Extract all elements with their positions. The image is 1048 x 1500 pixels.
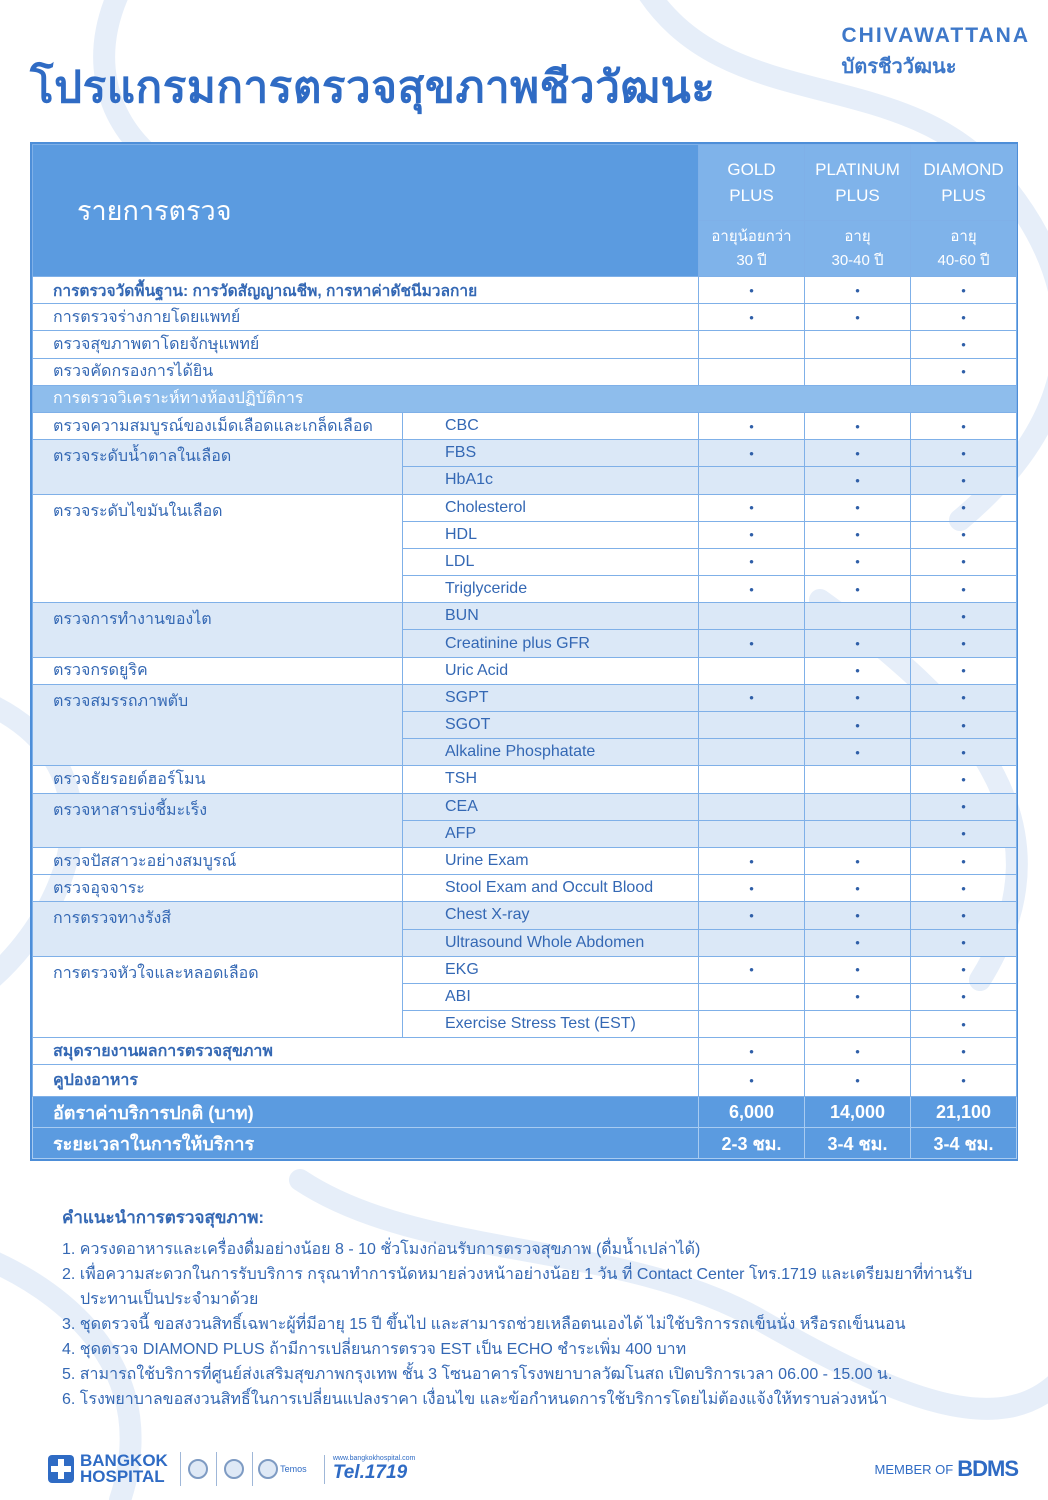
row-test: AFP: [403, 820, 699, 847]
included-dot: •: [805, 467, 911, 494]
included-dot: •: [805, 902, 911, 929]
empty-cell: [805, 820, 911, 847]
row-category: สมุดรายงานผลการตรวจสุขภาพ: [33, 1038, 699, 1065]
contact-block: [324, 1455, 416, 1484]
table-row: [33, 766, 1017, 793]
included-dot: •: [805, 576, 911, 603]
duration-diamond: 3-4 ชม.: [911, 1128, 1017, 1159]
row-category: ตรวจสมรรถภาพตับ: [33, 684, 403, 766]
table-row: [33, 494, 1017, 521]
advice-item: 4. ชุดตรวจ DIAMOND PLUS ถ้ามีการเปลี่ยนการตรวจ EST เป็น ECHO ชำระเพิ่ม 400 บาท: [62, 1341, 687, 1358]
accreditation-seal-icon: [180, 1452, 216, 1486]
price-row: [33, 1097, 1017, 1128]
row-category: ตรวจหาสารบ่งชี้มะเร็ง: [33, 793, 403, 847]
included-dot: •: [805, 412, 911, 439]
row-category: ตรวจระดับน้ำตาลในเลือด: [33, 440, 403, 494]
telephone-number: Tel.1719: [332, 1461, 408, 1483]
row-category: ตรวจระดับไขมันในเลือด: [33, 494, 403, 603]
included-dot: •: [805, 440, 911, 467]
included-dot: •: [699, 576, 805, 603]
included-dot: •: [805, 1065, 911, 1097]
included-dot: •: [911, 358, 1017, 385]
included-dot: •: [699, 304, 805, 331]
table-row: [33, 603, 1017, 630]
row-category: ตรวจการทำงานของไต: [33, 603, 403, 657]
empty-cell: [699, 603, 805, 630]
included-dot: •: [911, 739, 1017, 766]
table-row: [33, 412, 1017, 439]
duration-gold: 2-3 ชม.: [699, 1128, 805, 1159]
age-header-gold: อายุน้อยกว่า 30 ปี: [699, 221, 805, 277]
included-dot: •: [911, 657, 1017, 684]
table-row: [33, 875, 1017, 902]
included-dot: •: [699, 494, 805, 521]
included-dot: •: [911, 603, 1017, 630]
included-dot: •: [911, 902, 1017, 929]
row-test: CEA: [403, 793, 699, 820]
row-category: การตรวจหัวใจและหลอดเลือด: [33, 956, 403, 1038]
empty-cell: [805, 603, 911, 630]
included-dot: •: [805, 548, 911, 575]
empty-cell: [699, 712, 805, 739]
table-row: [33, 793, 1017, 820]
table-row: [33, 657, 1017, 684]
row-test: Stool Exam and Occult Blood: [403, 875, 699, 902]
included-dot: •: [911, 630, 1017, 657]
included-dot: •: [911, 467, 1017, 494]
table-row: [33, 847, 1017, 874]
row-test: Chest X-ray: [403, 902, 699, 929]
row-category: ตรวจความสมบูรณ์ของเม็ดเลือดและเกล็ดเลือด: [33, 412, 403, 439]
row-test: CBC: [403, 412, 699, 439]
section-row-lab: [33, 385, 1017, 412]
header-title: รายการตรวจ: [33, 145, 699, 277]
included-dot: •: [699, 956, 805, 983]
included-dot: •: [911, 277, 1017, 304]
included-dot: •: [911, 929, 1017, 956]
included-dot: •: [699, 902, 805, 929]
empty-cell: [805, 331, 911, 358]
row-test: Uric Acid: [403, 657, 699, 684]
included-dot: •: [805, 277, 911, 304]
row-test: Creatinine plus GFR: [403, 630, 699, 657]
empty-cell: [805, 793, 911, 820]
row-category: การตรวจทางรังสี: [33, 902, 403, 956]
advice-list: [62, 1237, 1002, 1412]
included-dot: •: [911, 793, 1017, 820]
included-dot: •: [911, 521, 1017, 548]
empty-cell: [699, 1011, 805, 1038]
included-dot: •: [805, 875, 911, 902]
row-category: คูปองอาหาร: [33, 1065, 699, 1097]
empty-cell: [805, 358, 911, 385]
package-header-gold: GOLD PLUS: [699, 145, 805, 221]
advice-item: 2. เพื่อความสะดวกในการรับบริการ กรุณาทำการนัดหมายล่วงหน้าอย่างน้อย 1 วัน ที่ Contact Center โทร.1719 และเตรียมยาที่ท่านรับประทานเป็นประจำมาด้วย: [62, 1266, 973, 1308]
row-test: Triglyceride: [403, 576, 699, 603]
table-row: [33, 1065, 1017, 1097]
included-dot: •: [699, 684, 805, 711]
checkup-program-table: [30, 142, 1018, 1161]
section-label: การตรวจวิเคราะห์ทางห้องปฏิบัติการ: [33, 385, 1017, 412]
medical-cross-icon: [48, 1455, 74, 1483]
member-of-bdms: [874, 1456, 1018, 1482]
included-dot: •: [911, 1065, 1017, 1097]
duration-platinum: 3-4 ชม.: [805, 1128, 911, 1159]
row-category: การตรวจร่างกายโดยแพทย์: [33, 304, 699, 331]
row-test: SGOT: [403, 712, 699, 739]
brand-logo: [842, 24, 1030, 82]
included-dot: •: [699, 1038, 805, 1065]
price-platinum: 14,000: [805, 1097, 911, 1128]
included-dot: •: [911, 304, 1017, 331]
row-test: LDL: [403, 548, 699, 575]
row-category: ตรวจสุขภาพตาโดยจักษุแพทย์: [33, 331, 699, 358]
included-dot: •: [805, 847, 911, 874]
row-test: HbA1c: [403, 467, 699, 494]
included-dot: •: [911, 956, 1017, 983]
row-category: ตรวจธัยรอยด์ฮอร์โมน: [33, 766, 403, 793]
empty-cell: [699, 793, 805, 820]
row-test: Cholesterol: [403, 494, 699, 521]
included-dot: •: [911, 548, 1017, 575]
member-label: MEMBER OF: [874, 1461, 954, 1477]
included-dot: •: [805, 712, 911, 739]
advice-item: 6. โรงพยาบาลขอสงวนสิทธิ์ในการเปลี่ยนแปลงราคา เงื่อนไข และข้อกำหนดการใช้บริการโดยไม่ต้องแจ้งให้ทราบล่วงหน้า: [62, 1391, 888, 1408]
table-row: [33, 684, 1017, 711]
included-dot: •: [805, 739, 911, 766]
package-header-diamond: DIAMOND PLUS: [911, 145, 1017, 221]
included-dot: •: [699, 875, 805, 902]
advice-title: คำแนะนำการตรวจสุขภาพ:: [62, 1208, 265, 1227]
price-gold: 6,000: [699, 1097, 805, 1128]
empty-cell: [699, 467, 805, 494]
accreditation-seal-icon: [216, 1452, 252, 1486]
table-row: [33, 304, 1017, 331]
package-header-platinum: PLATINUM PLUS: [805, 145, 911, 221]
table-row: [33, 277, 1017, 304]
row-test: FBS: [403, 440, 699, 467]
row-category: ตรวจอุจจาระ: [33, 875, 403, 902]
duration-label: ระยะเวลาในการให้บริการ: [33, 1128, 699, 1159]
included-dot: •: [699, 412, 805, 439]
row-test: Urine Exam: [403, 847, 699, 874]
included-dot: •: [699, 630, 805, 657]
age-header-platinum: อายุ 30-40 ปี: [805, 221, 911, 277]
row-test: HDL: [403, 521, 699, 548]
brand-name-th: บัตรชีววัฒนะ: [841, 56, 957, 78]
included-dot: •: [805, 657, 911, 684]
empty-cell: [699, 766, 805, 793]
table-row: [33, 1038, 1017, 1065]
hospital-name: BANGKOK HOSPITAL: [80, 1451, 168, 1486]
table-row: [33, 956, 1017, 983]
bdms-logo: BDMS: [957, 1456, 1018, 1481]
included-dot: •: [911, 684, 1017, 711]
table-row: [33, 902, 1017, 929]
empty-cell: [805, 1011, 911, 1038]
price-label: อัตราค่าบริการปกติ (บาท): [33, 1097, 699, 1128]
included-dot: •: [911, 875, 1017, 902]
included-dot: •: [699, 277, 805, 304]
advice-item: 1. ควรงดอาหารและเครื่องดื่มอย่างน้อย 8 - 10 ชั่วโมงก่อนรับการตรวจสุขภาพ (ดื่มน้ำเปล่าได้): [62, 1241, 701, 1258]
temos-seal-icon: Temos: [252, 1452, 312, 1486]
empty-cell: [699, 739, 805, 766]
included-dot: •: [911, 766, 1017, 793]
included-dot: •: [805, 494, 911, 521]
included-dot: •: [805, 956, 911, 983]
included-dot: •: [699, 1065, 805, 1097]
empty-cell: [699, 983, 805, 1010]
included-dot: •: [805, 983, 911, 1010]
included-dot: •: [911, 1011, 1017, 1038]
row-test: Ultrasound Whole Abdomen: [403, 929, 699, 956]
included-dot: •: [805, 304, 911, 331]
row-test: SGPT: [403, 684, 699, 711]
included-dot: •: [699, 548, 805, 575]
included-dot: •: [805, 1038, 911, 1065]
row-test: EKG: [403, 956, 699, 983]
included-dot: •: [911, 983, 1017, 1010]
included-dot: •: [911, 820, 1017, 847]
advice-section: [62, 1204, 1002, 1412]
empty-cell: [699, 820, 805, 847]
page-title: โปรแกรมการตรวจสุขภาพชีววัฒนะ: [30, 63, 716, 112]
advice-item: 3. ชุดตรวจนี้ ขอสงวนสิทธิ์เฉพาะผู้ที่มีอายุ 15 ปี ขึ้นไป และสามารถช่วยเหลือตนเองได้ ไม่ใช้บริการรถเข็นนั่ง หรือรถเข็นนอน: [62, 1316, 906, 1333]
website-link[interactable]: www.bangkokhospital.com: [332, 1454, 416, 1462]
brand-name-en: CHIVAWATTANA: [841, 24, 1030, 47]
duration-row: [33, 1128, 1017, 1159]
accreditation-badges: [180, 1452, 312, 1486]
included-dot: •: [911, 440, 1017, 467]
included-dot: •: [699, 521, 805, 548]
empty-cell: [699, 929, 805, 956]
row-category: การตรวจวัดพื้นฐาน: การวัดสัญญาณชีพ, การหาค่าดัชนีมวลกาย: [33, 277, 699, 304]
included-dot: •: [805, 630, 911, 657]
table-row: [33, 358, 1017, 385]
included-dot: •: [911, 412, 1017, 439]
included-dot: •: [805, 521, 911, 548]
included-dot: •: [911, 712, 1017, 739]
included-dot: •: [911, 1038, 1017, 1065]
empty-cell: [805, 766, 911, 793]
hospital-footer: [48, 1452, 415, 1486]
empty-cell: [699, 358, 805, 385]
included-dot: •: [805, 684, 911, 711]
included-dot: •: [911, 494, 1017, 521]
advice-item: 5. สามารถใช้บริการที่ศูนย์ส่งเสริมสุขภาพกรุงเทพ ชั้น 3 โซนอาคารโรงพยาบาลวัฒโนสถ เปิดบริการเวลา 06.00 - 15.00 น.: [62, 1366, 893, 1383]
row-test: BUN: [403, 603, 699, 630]
row-category: ตรวจปัสสาวะอย่างสมบูรณ์: [33, 847, 403, 874]
row-category: ตรวจคัดกรองการได้ยิน: [33, 358, 699, 385]
row-test: Exercise Stress Test (EST): [403, 1011, 699, 1038]
included-dot: •: [911, 847, 1017, 874]
row-category: ตรวจกรดยูริค: [33, 657, 403, 684]
row-test: ABI: [403, 983, 699, 1010]
row-test: TSH: [403, 766, 699, 793]
price-diamond: 21,100: [911, 1097, 1017, 1128]
table-row: [33, 440, 1017, 467]
age-header-diamond: อายุ 40-60 ปี: [911, 221, 1017, 277]
empty-cell: [699, 657, 805, 684]
empty-cell: [699, 331, 805, 358]
included-dot: •: [805, 929, 911, 956]
included-dot: •: [911, 331, 1017, 358]
included-dot: •: [699, 440, 805, 467]
table-row: [33, 331, 1017, 358]
row-test: Alkaline Phosphatate: [403, 739, 699, 766]
included-dot: •: [699, 847, 805, 874]
included-dot: •: [911, 576, 1017, 603]
